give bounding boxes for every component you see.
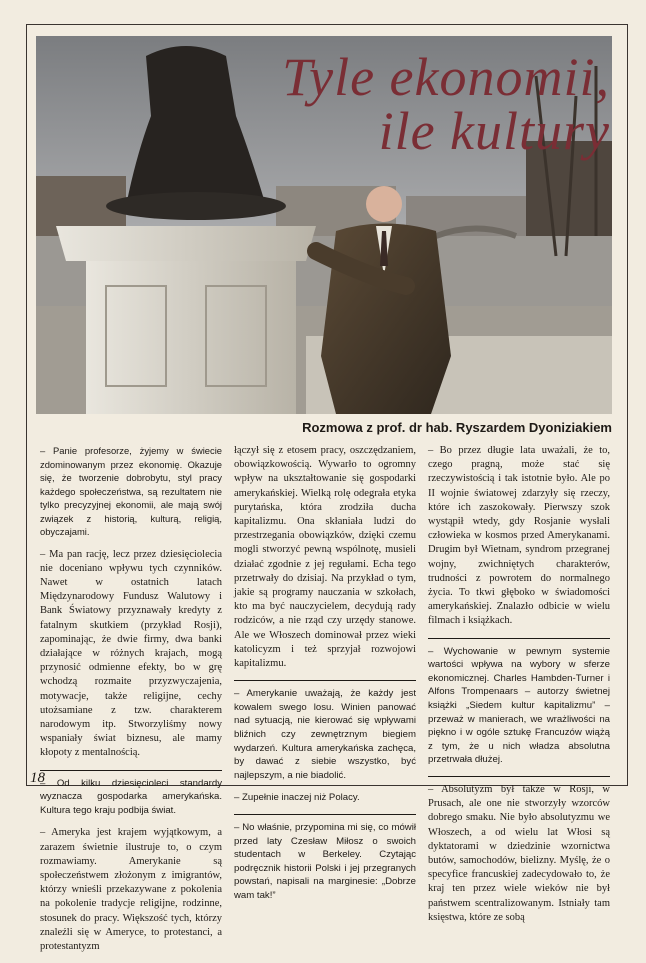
question-paragraph: – Wychowanie w pewnym systemie wartości wpływa na wybory w sferze ekonomicznej. Charles Hambden-Turner i Alfons Trompenaars – autorzy świetnej książki „Siedem kultur kapitalizmu” – przeważ w manierach, we wrażliwości na piękno i w ogóle sztukę Francuzów wiążą z tym, że u nich władza absolutna przetrwała dłużej. [428, 645, 610, 766]
question-paragraph: – Amerykanie uważają, że każdy jest kowalem swego losu. Winien panować nad sytuacją, nie kierować się wpływami bliźnich czy zewnętrznym biegiem wydarzeń. Kultura amerykańska zachęca, by dawać z siebie wszystko, być najlepszym, a nie biadolić. [234, 688, 416, 781]
column-3 [428, 444, 610, 963]
answer-paragraph: – No właśnie, przypomina mi się, co mówił przed laty Czesław Miłosz o swoich studentach w Berkeley. Czytając podręcznik historii Polski i jej przegranych powstań, napisali na marginesie: „Dobrze wam tak!” [234, 822, 416, 901]
divider [234, 680, 416, 681]
answer-paragraph: – Bo przez długie lata uważali, że to, czego pragną, może stać się rzeczywistością i tak istotnie było. Ale po II wojnie światowej zdarzyły się rzeczy, które ich zaszokowały. Pierwszy szok wystąpił wtedy, gdy Rosjanie wysłali człowieka w kosmos przed Amerykanami. Drugim był Wietnam, syndrom przegranej wojny, zwichniętych charakterów, trudności z powrotem do normalnego życia. To tkwi głęboko w świadomości amerykańskiej. Znalazło odbicie w wielu filmach i książkach. [428, 445, 610, 627]
divider [428, 638, 610, 639]
answer-paragraph: – Ameryka jest krajem wyjątkowym, a zarazem świetnie ilustruje to, o czym rozmawiamy. Amerykanie są społeczeństwem złożonym z imigrantów, którzy wnieśli przekazywane z pokolenia na pokolenie tradycje religijne, rodzinne, stosunek do pracy. Większość tych, którzy znaleźli się w Ameryce, to protestanci, a protestantyzm [40, 827, 222, 952]
column-2 [234, 444, 416, 963]
answer-paragraph: – Absolutyzm był także w Rosji, w Prusach, ale one nie stworzyły wzorców dobrego smaku. Nie było absolutyzmu we Włoszech, a od wielu lat Włosi są dyktatorami w dziedzinie wzornictwa butów, samochodów, bielizny. Myślę, że o specyfice francuskiej zadecydowało to, że kraj ten przez wiele wieków nie był państwem scentralizowanym. Istniały tam księstwa, które ze sobą [428, 783, 610, 923]
divider [234, 814, 416, 815]
divider [428, 776, 610, 777]
divider [40, 770, 222, 771]
question-paragraph: – Panie profesorze, żyjemy w świecie zdominowanym przez ekonomię. Okazuje się, że tworzenie dobrobytu, styl pracy każdego społeczeństwa, są rezultatem nie tylko precyzyjnej ekonomii, ale mają swój związek z historią, kulturą, religią, obyczajami. [40, 445, 222, 537]
article-body [40, 444, 610, 963]
answer-paragraph: – Ma pan rację, lecz przez dziesięciolecia nie doceniano wpływu tych czynników. Nawet w ostatnich latach Międzynarodowy Fundusz Walutowy i Bank Światowy przyznawały kredyty z fatalnym skutkiem (przykład Rosji), zapominając, że dwie firmy, dwa banki działające w różnych krajach, mogą przynosić odmienne efekty, bo w grę wchodzą rozmaite przyzwyczajenia, motywacje, także religijne, cechy utożsamiane z tzw. charakterem narodowym itp. Stworzyliśmy nowy wspaniały świat biznesu, ale mamy kłopoty z mentalnością. [40, 548, 222, 759]
question-paragraph: – Zupełnie inaczej niż Polacy. [234, 792, 360, 804]
article-title [282, 47, 610, 161]
page-number: 18 [30, 770, 45, 786]
title-line-1: Tyle ekonomii, [282, 47, 610, 107]
answer-paragraph: łączył się z etosem pracy, oszczędzaniem, obowiązkowością. Wywarło to ogromny wpływ na ukształtowanie się gospodarki amerykańskiej. Wielką rolę odegrała etyka purytańska, która zrodziła ducha kapitalizmu. Ona skłaniała ludzi do przestrzegania obowiązków, dzięki czemu mogli stworzyć pewną wspólnotę, musieli działać zgodnie z jej regułami. Echa tego przetrwały do dzisiaj. Na przykład o tym, jakie są programy nauczania w szkołach, kto ma być nauczycielem, decydują rady rodziców, a nie rząd czy urzędy stanowe. Ale we Włoszech dominował przez wieki katolicyzm i też sprzyjał rozwojowi kapitalizmu. [234, 445, 416, 670]
column-1 [40, 444, 222, 963]
article-subtitle: Rozmowa z prof. dr hab. Ryszardem Dyoniziakiem [302, 420, 612, 435]
question-paragraph: – Od kilku dziesięcioleci standardy wyznacza gospodarka amerykańska. Kultura tego kraju podbija świat. [40, 777, 222, 816]
title-line-2: ile kultury [378, 101, 610, 161]
